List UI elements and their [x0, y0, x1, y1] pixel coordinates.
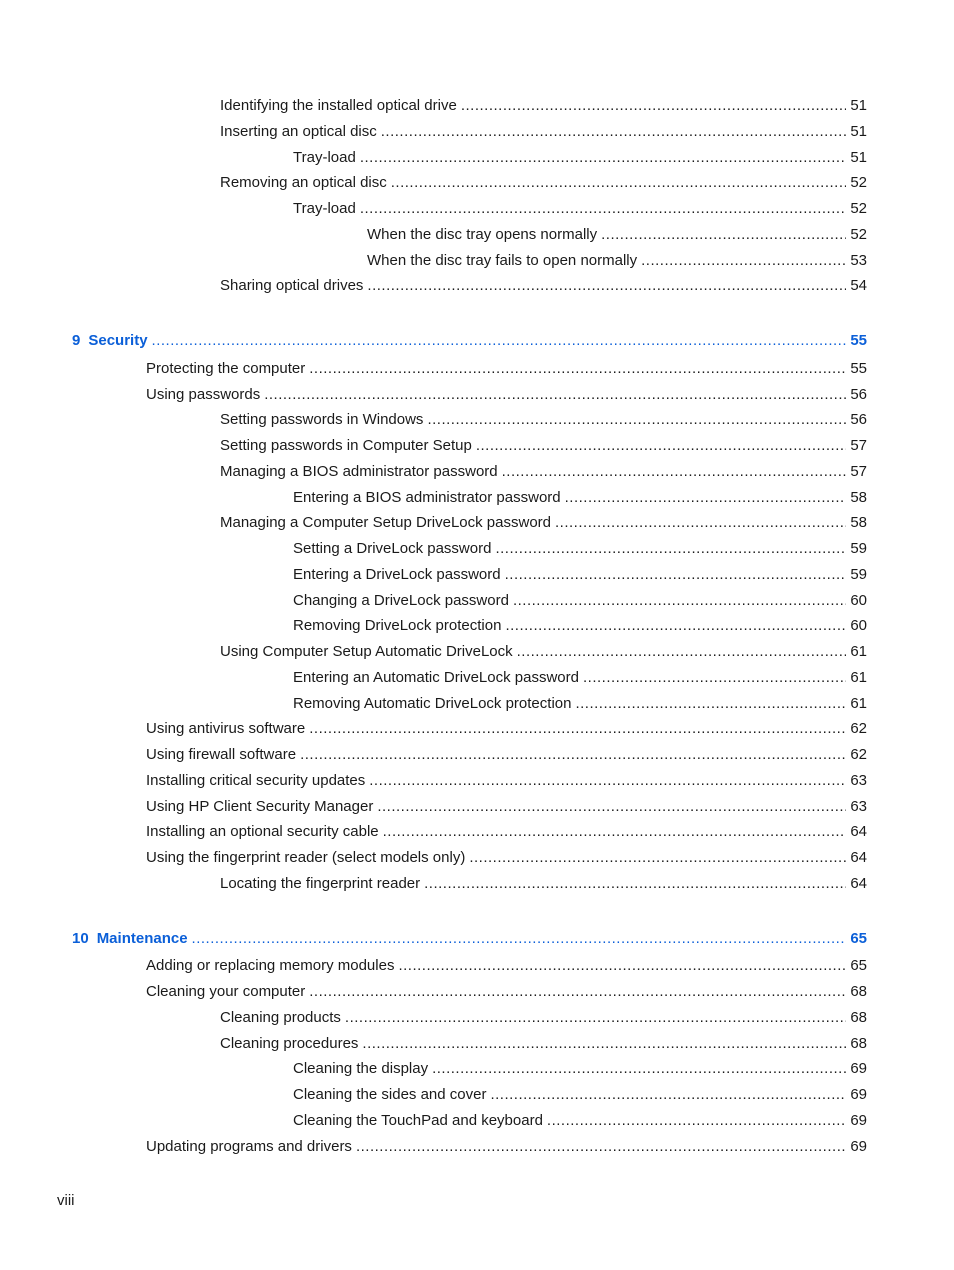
page-ref: 69	[850, 1111, 867, 1129]
toc-entry-link[interactable]	[293, 590, 867, 612]
page-ref: 62	[850, 746, 867, 763]
page-ref: 59	[850, 540, 867, 557]
dot-leader	[398, 955, 846, 977]
dot-leader	[547, 1110, 846, 1132]
entry-title: Setting a DriveLock password	[293, 540, 492, 557]
toc-entry-link[interactable]	[220, 1033, 867, 1055]
entry-title: Cleaning your computer	[146, 983, 306, 1000]
dot-leader	[362, 1033, 846, 1055]
page-ref: 65	[850, 929, 867, 947]
dot-leader	[513, 590, 846, 612]
toc-entry-link[interactable]	[146, 1136, 867, 1158]
dot-leader	[300, 744, 846, 766]
toc-entry-link[interactable]	[220, 512, 867, 534]
entry-title: Installing an optional security cable	[146, 823, 379, 841]
entry-title: Using antivirus software	[146, 720, 306, 738]
toc-entry-link[interactable]	[220, 121, 867, 143]
page-ref: 59	[850, 565, 867, 583]
toc-entry-link[interactable]	[293, 1084, 867, 1106]
dot-leader	[575, 693, 846, 715]
entry-title: Setting passwords in Windows	[220, 411, 424, 429]
toc-entry-link[interactable]	[293, 1058, 867, 1080]
dot-leader	[505, 564, 847, 586]
entry-title: Using Computer Setup Automatic DriveLock	[220, 643, 513, 660]
dot-leader	[476, 435, 847, 457]
toc-entry-link[interactable]	[146, 744, 867, 766]
toc-entry-link[interactable]	[146, 358, 867, 380]
page-ref: 57	[850, 437, 867, 454]
toc-entry-link[interactable]	[146, 384, 867, 406]
page-ref: 51	[850, 148, 867, 166]
page-ref: 62	[850, 720, 867, 738]
dot-leader	[192, 928, 847, 950]
toc-entry-link[interactable]	[220, 409, 867, 431]
dot-leader	[264, 384, 846, 406]
page-ref: 61	[850, 643, 867, 660]
entry-title: Using the fingerprint reader (select models only)	[146, 849, 466, 866]
dot-leader	[432, 1058, 846, 1080]
page-ref: 54	[850, 277, 867, 295]
page-ref: 55	[850, 359, 867, 377]
toc-entry-link[interactable]	[146, 847, 867, 869]
entry-title: Changing a DriveLock password	[293, 591, 509, 609]
dot-leader	[461, 95, 847, 117]
dot-leader	[424, 873, 846, 895]
page-ref: 57	[850, 462, 867, 480]
toc-entry-link[interactable]	[220, 95, 867, 117]
dot-leader	[641, 250, 846, 272]
page-ref: 68	[850, 983, 867, 1000]
entry-title: Managing a Computer Setup DriveLock password	[220, 514, 552, 532]
dot-leader	[517, 641, 847, 663]
toc-entry-link[interactable]	[293, 693, 867, 715]
page-ref: 61	[850, 694, 867, 712]
toc-entry-link[interactable]	[293, 198, 867, 220]
entry-title: Installing critical security updates	[146, 771, 366, 789]
dot-leader	[383, 821, 847, 843]
page-ref: 68	[850, 1034, 867, 1052]
page-ref: 52	[850, 225, 867, 243]
entry-title: Entering a BIOS administrator password	[293, 488, 561, 506]
page-number: viii	[57, 1192, 75, 1209]
dot-leader	[601, 224, 846, 246]
page-ref: 56	[850, 411, 867, 429]
entry-title: Removing an optical disc	[220, 174, 387, 192]
toc-entry-link[interactable]	[220, 172, 867, 194]
page-ref: 52	[850, 174, 867, 192]
toc-entry-link[interactable]	[146, 796, 867, 818]
toc-entry-link[interactable]	[293, 564, 867, 586]
toc-entry-link[interactable]	[146, 770, 867, 792]
entry-title: Cleaning the TouchPad and keyboard	[293, 1111, 543, 1129]
toc-entry-link[interactable]	[220, 1007, 867, 1029]
page-ref: 65	[850, 957, 867, 975]
entry-title: Identifying the installed optical drive	[220, 97, 457, 114]
page-ref: 51	[850, 97, 867, 114]
toc-entry-link[interactable]	[293, 147, 867, 169]
dot-leader	[565, 487, 847, 509]
entry-title: Locating the fingerprint reader	[220, 874, 421, 892]
entry-title: When the disc tray fails to open normally	[367, 251, 638, 269]
toc-entry-link[interactable]	[146, 821, 867, 843]
entry-title: Cleaning the display	[293, 1060, 429, 1078]
toc-entry-link[interactable]	[146, 955, 867, 977]
dot-leader	[309, 358, 846, 380]
entry-title: Using firewall software	[146, 746, 297, 763]
page-ref: 63	[850, 771, 867, 789]
page-ref: 61	[850, 668, 867, 686]
entry-title: Tray-load	[293, 148, 356, 166]
dot-leader	[309, 981, 846, 1003]
entry-title: Managing a BIOS administrator password	[220, 462, 498, 480]
entry-title: Removing Automatic DriveLock protection	[293, 694, 572, 712]
entry-title: Entering an Automatic DriveLock password	[293, 668, 579, 686]
toc-entry-link[interactable]	[367, 250, 867, 272]
dot-leader	[369, 770, 846, 792]
page-ref: 56	[850, 385, 867, 403]
toc-entry-link[interactable]	[146, 718, 867, 740]
page-ref: 60	[850, 617, 867, 635]
page-ref: 63	[850, 797, 867, 815]
page-ref: 51	[850, 122, 867, 140]
chapter-number: 10	[72, 929, 89, 947]
toc-entry-link[interactable]	[220, 435, 867, 457]
entry-title: Cleaning procedures	[220, 1034, 359, 1052]
dot-leader	[356, 1136, 846, 1158]
dot-leader	[381, 121, 847, 143]
page-ref: 58	[850, 514, 867, 532]
chapter-title: Maintenance	[96, 929, 188, 947]
entry-title: Cleaning products	[220, 1008, 341, 1026]
toc-entry-link[interactable]	[220, 641, 867, 663]
page-ref: 68	[850, 1008, 867, 1026]
toc-entry-link[interactable]	[293, 1110, 867, 1132]
toc-entry-link[interactable]	[293, 667, 867, 689]
entry-title: Sharing optical drives	[220, 277, 364, 295]
dot-leader	[377, 796, 846, 818]
entry-title: Using passwords	[146, 385, 261, 403]
page-ref: 69	[850, 1137, 867, 1155]
dot-leader	[490, 1084, 846, 1106]
page-ref: 64	[850, 874, 867, 892]
entry-title: When the disc tray opens normally	[367, 225, 598, 243]
dot-leader	[555, 512, 846, 534]
dot-leader	[360, 147, 847, 169]
dot-leader	[427, 409, 846, 431]
entry-title: Using HP Client Security Manager	[146, 797, 374, 815]
page-ref: 55	[850, 332, 867, 349]
entry-title: Inserting an optical disc	[220, 122, 377, 140]
page-ref: 64	[850, 823, 867, 841]
chapter-number: 9	[72, 332, 81, 349]
toc-entry-link[interactable]	[220, 461, 867, 483]
toc-chapter-link[interactable]	[72, 330, 867, 352]
page-ref: 52	[850, 200, 867, 217]
dot-leader	[345, 1007, 846, 1029]
toc-entry-link[interactable]	[293, 538, 867, 560]
dot-leader	[505, 615, 846, 637]
entry-title: Cleaning the sides and cover	[293, 1086, 487, 1103]
dot-leader	[360, 198, 847, 220]
entry-title: Updating programs and drivers	[146, 1137, 352, 1155]
entry-title: Adding or replacing memory modules	[146, 957, 395, 975]
page-ref: 69	[850, 1060, 867, 1078]
toc-entry-link[interactable]	[146, 981, 867, 1003]
dot-leader	[391, 172, 847, 194]
dot-leader	[502, 461, 847, 483]
chapter-title: Security	[88, 332, 148, 349]
page-ref: 64	[850, 849, 867, 866]
dot-leader	[367, 275, 846, 297]
entry-title: Tray-load	[293, 200, 356, 217]
entry-title: Entering a DriveLock password	[293, 565, 501, 583]
toc-entry-link[interactable]	[293, 615, 867, 637]
page-ref: 60	[850, 591, 867, 609]
entry-title: Removing DriveLock protection	[293, 617, 502, 635]
page-ref: 69	[850, 1086, 867, 1103]
toc-entry-link[interactable]	[367, 224, 867, 246]
dot-leader	[469, 847, 846, 869]
dot-leader	[152, 330, 847, 352]
toc-entry-link[interactable]	[220, 275, 867, 297]
entry-title: Setting passwords in Computer Setup	[220, 437, 472, 454]
dot-leader	[309, 718, 846, 740]
page-ref: 53	[850, 251, 867, 269]
dot-leader	[495, 538, 846, 560]
entry-title: Protecting the computer	[146, 359, 306, 377]
dot-leader	[583, 667, 846, 689]
page-ref: 58	[850, 488, 867, 506]
toc-entry-link[interactable]	[293, 487, 867, 509]
toc-chapter-link[interactable]	[72, 928, 867, 950]
toc-entry-link[interactable]	[220, 873, 867, 895]
